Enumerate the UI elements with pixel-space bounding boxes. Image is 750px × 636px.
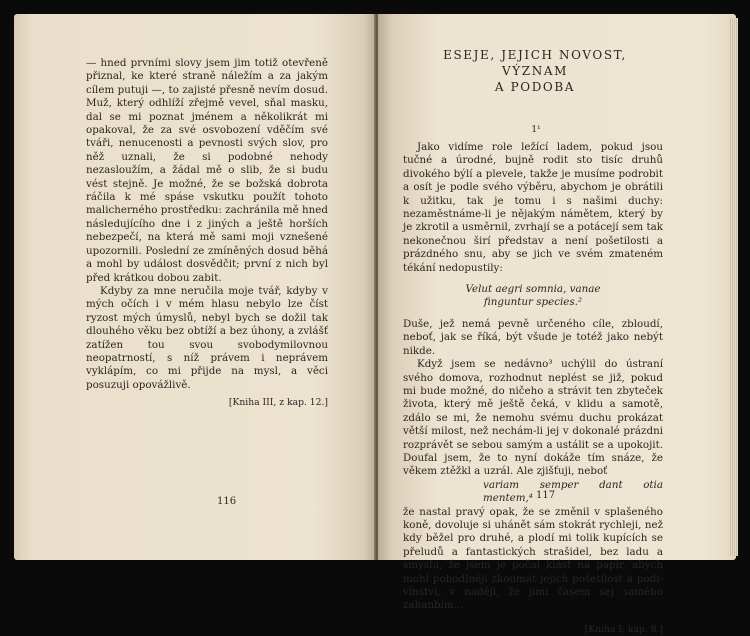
- right-page-text: [403, 141, 663, 636]
- right-reference: [Kniha I, kap. 8.]: [584, 623, 663, 635]
- left-paragraph-1: — hned prvními slovy jsem jim totiž otevřeně přiznal, ke které straně náležím a za jakým cílem putuji —, to zajisté přesně nevím dosud. Muž, který odhlíží zřejmě vevel, sňal masku, dal se mi poznat jménem a několikrát mi opakoval, že za své osvobození vděčím své tváři, nenucenosti a pevnosti svých slov, pro něž uznali, že si podobné nehody nezasloužím, a žádal mě o slib, že si budu vést stejně. Je možné, že se božská dobrota ráčila k mé spáse vskutku použít tohoto malicherného prostředku: zachránila mě hned následujícího dne i z jiných a ještě horších nebezpečí, na která mě sami moji vznešené upozornili. Poslední ze zmíněných dosud běhá a mohl by událost dosvědčit; první z nich byl před krátkou dobou zabit.: [86, 57, 328, 284]
- right-paragraph-4: že nastal pravý opak, že se změnil v splašeného koně, dovoluje si uhánět sám stokrát rychleji, než kdy běžel pro druhé, a plodí mi tolik kupících se přeludů a fantastických strašidel, bez ladu a smyslu, že jsem je počal klást na papír, abych mohl pohodlněji zkoumat jejich pošetilost a podivínství, v naději, že jimi časem sej samého zahanbím...: [403, 505, 663, 612]
- chapter-title-line-2: A PODOBA: [494, 80, 576, 94]
- chapter-title-line-1: ESEJE, JEJICH NOVOST, VÝZNAM: [443, 48, 627, 78]
- chapter-title: [410, 47, 660, 95]
- latin-quote-line-2: finguntur species.²: [483, 296, 583, 309]
- left-reference: [Kniha III, z kap. 12.]: [228, 397, 328, 409]
- latin-quote: [403, 283, 663, 310]
- left-page-text: [86, 57, 328, 410]
- latin-inline-quote: variam semper dant otia mentem,⁴: [483, 478, 663, 505]
- left-page-number: 116: [217, 496, 237, 507]
- latin-quote-line-1: Velut aegri somnia, vanae: [465, 283, 601, 296]
- left-paragraph-2: Kdyby za mne neručila moje tvář, kdyby v mých očích i v mém hlasu nebylo lze číst ryzost mých úmyslů, nebyl bych se dožil tak dlouhého věku bez obtíží a bez úhony, a zvlášť zatížen tou svou svobodymilovnou neopatrností, s níž právem i neprávem vyklápím, co mi přijde na mysl, a věci posuzuji opovážlivě.: [86, 284, 328, 391]
- page-edges: [730, 18, 738, 556]
- right-paragraph-3: Když jsem se nedávno³ uchýlil do ústraní svého domova, rozhodnut neplést se již, pokud mi bude možné, do ničeho a strávit ten zbyteček života, který mě ještě čeká, v klidu a samotě, zdálo se mi, že nemohu svému duchu prokázat větší milost, než nechám-li jej v dokonalé prázdni rozprávět se sebou samým a ustálit se a upokojit. Doufal jsem, že to nyní dokáže tím snáze, že věkem ztěžkl a uzrál. Ale zjišťuji, neboť: [403, 358, 663, 478]
- section-number: 1¹: [531, 125, 541, 135]
- right-paragraph-1: Jako vidíme role ležící ladem, pokud jsou tučné a úrodné, bujně rodit sto tisíc druhů divokého býlí a plevele, takže je musíme podrobit a osít je podle svého výběru, abychom je obrátili k užitku, tak je tomu i s našimi duchy: nezaměstnáme-li je nějakým námětem, který by je zkrotil a usměrnil, zvrhají se a potácejí sem tak nekonečnou širí představ a není pošetilosti a prázdného snu, aby se jich ve svém zmateném tékání nedopustily:: [403, 141, 663, 274]
- right-paragraph-2: Duše, jež nemá pevně určeného cíle, zbloudí, neboť, jak se říká, být všude je totéž jako nebýt nikde.: [403, 317, 663, 357]
- right-page-number: 117: [536, 490, 556, 501]
